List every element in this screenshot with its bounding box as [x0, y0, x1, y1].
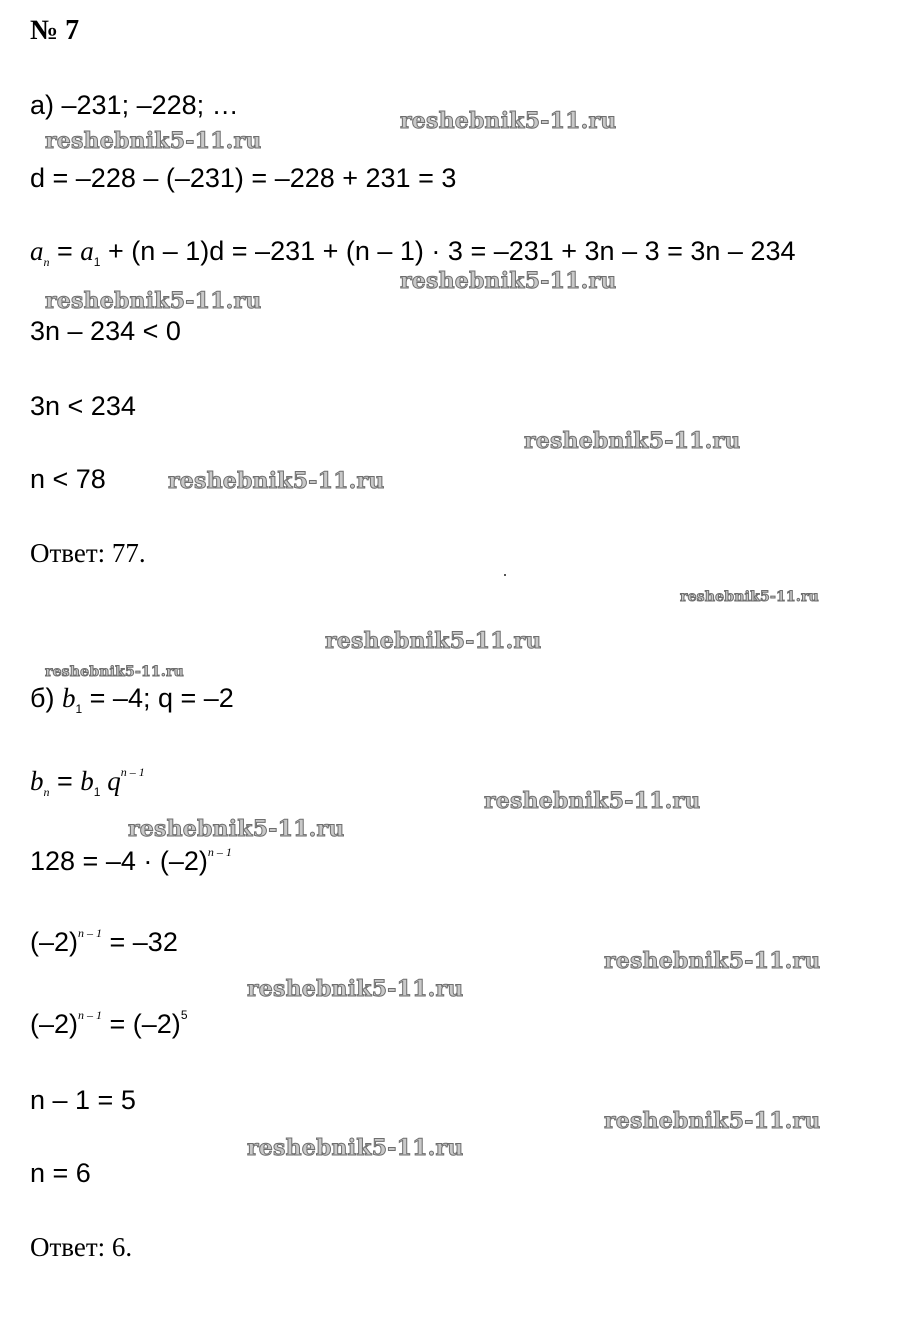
a1-var: a — [80, 236, 94, 266]
eq2-base: (–2) — [30, 927, 79, 957]
watermark: reshebnik5-11.ru — [524, 428, 741, 454]
eq2-rest: = –32 — [102, 927, 178, 957]
q-exp: n – 1 — [120, 765, 145, 779]
eq1-exp: n – 1 — [207, 845, 232, 859]
part-b-equation-4: n – 1 = 5 — [30, 1085, 136, 1115]
watermark: reshebnik5-11.ru — [168, 468, 385, 494]
b1-var: b — [61, 683, 76, 713]
watermark: reshebnik5-11.ru — [45, 128, 262, 154]
watermark: reshebnik5-11.ru — [604, 1108, 821, 1134]
watermark: reshebnik5-11.ru — [400, 108, 617, 134]
an-var: a — [30, 236, 44, 266]
watermark: reshebnik5-11.ru — [45, 664, 184, 680]
a1-sub: 1 — [93, 255, 101, 269]
eq1-text: 128 = –4 · (–2) — [30, 846, 208, 876]
an-sub: n — [43, 255, 50, 269]
part-b-equation-2 — [30, 927, 178, 956]
eq2-exp: n – 1 — [78, 926, 103, 940]
part-b-given — [30, 685, 234, 715]
part-a-inequality-3: n < 78 — [30, 464, 106, 494]
eq3-exp: n – 1 — [78, 1008, 103, 1022]
an-rest: + (n – 1)d = –231 + (n – 1) · 3 = –231 + 3n – 3 = 3n – 234 — [100, 236, 796, 266]
part-a-answer: Ответ: 77. — [30, 538, 146, 568]
stray-dot — [504, 574, 506, 576]
watermark: reshebnik5-11.ru — [247, 976, 464, 1002]
part-b-equation-3 — [30, 1009, 188, 1038]
eq3-mid: = (–2) — [102, 1009, 181, 1039]
problem-title: № 7 — [30, 15, 80, 46]
watermark: reshebnik5-11.ru — [45, 288, 262, 314]
an-eq: = — [49, 236, 81, 266]
part-a-nth-term-formula — [30, 238, 795, 268]
part-b-nth-term-formula — [30, 766, 145, 798]
part-b-answer: Ответ: 6. — [30, 1232, 133, 1262]
bn-var: b — [30, 766, 44, 796]
bn-eq: = — [49, 766, 81, 796]
b-given-rest: = –4; q = –2 — [82, 683, 234, 713]
eq3-base: (–2) — [30, 1009, 79, 1039]
part-a-difference: d = –228 – (–231) = –228 + 231 = 3 — [30, 163, 457, 193]
q-var: q — [100, 766, 121, 796]
b1-var-2: b — [80, 766, 94, 796]
b-label: б) — [30, 683, 62, 713]
part-b-equation-1 — [30, 846, 232, 875]
b1-sub-2: 1 — [93, 785, 101, 799]
eq3-exp2: 5 — [180, 1008, 188, 1022]
watermark: reshebnik5-11.ru — [325, 628, 542, 654]
part-a-inequality-2: 3n < 234 — [30, 391, 136, 421]
watermark: reshebnik5-11.ru — [247, 1135, 464, 1161]
bn-sub: n — [43, 785, 50, 799]
b1-sub: 1 — [75, 702, 83, 716]
watermark: reshebnik5-11.ru — [128, 816, 345, 842]
watermark: reshebnik5-11.ru — [680, 589, 819, 605]
watermark: reshebnik5-11.ru — [604, 948, 821, 974]
part-b-equation-5: n = 6 — [30, 1158, 91, 1188]
part-a-inequality-1: 3n – 234 < 0 — [30, 316, 181, 346]
part-a-sequence: а) –231; –228; … — [30, 90, 239, 120]
watermark: reshebnik5-11.ru — [484, 788, 701, 814]
watermark: reshebnik5-11.ru — [400, 268, 617, 294]
